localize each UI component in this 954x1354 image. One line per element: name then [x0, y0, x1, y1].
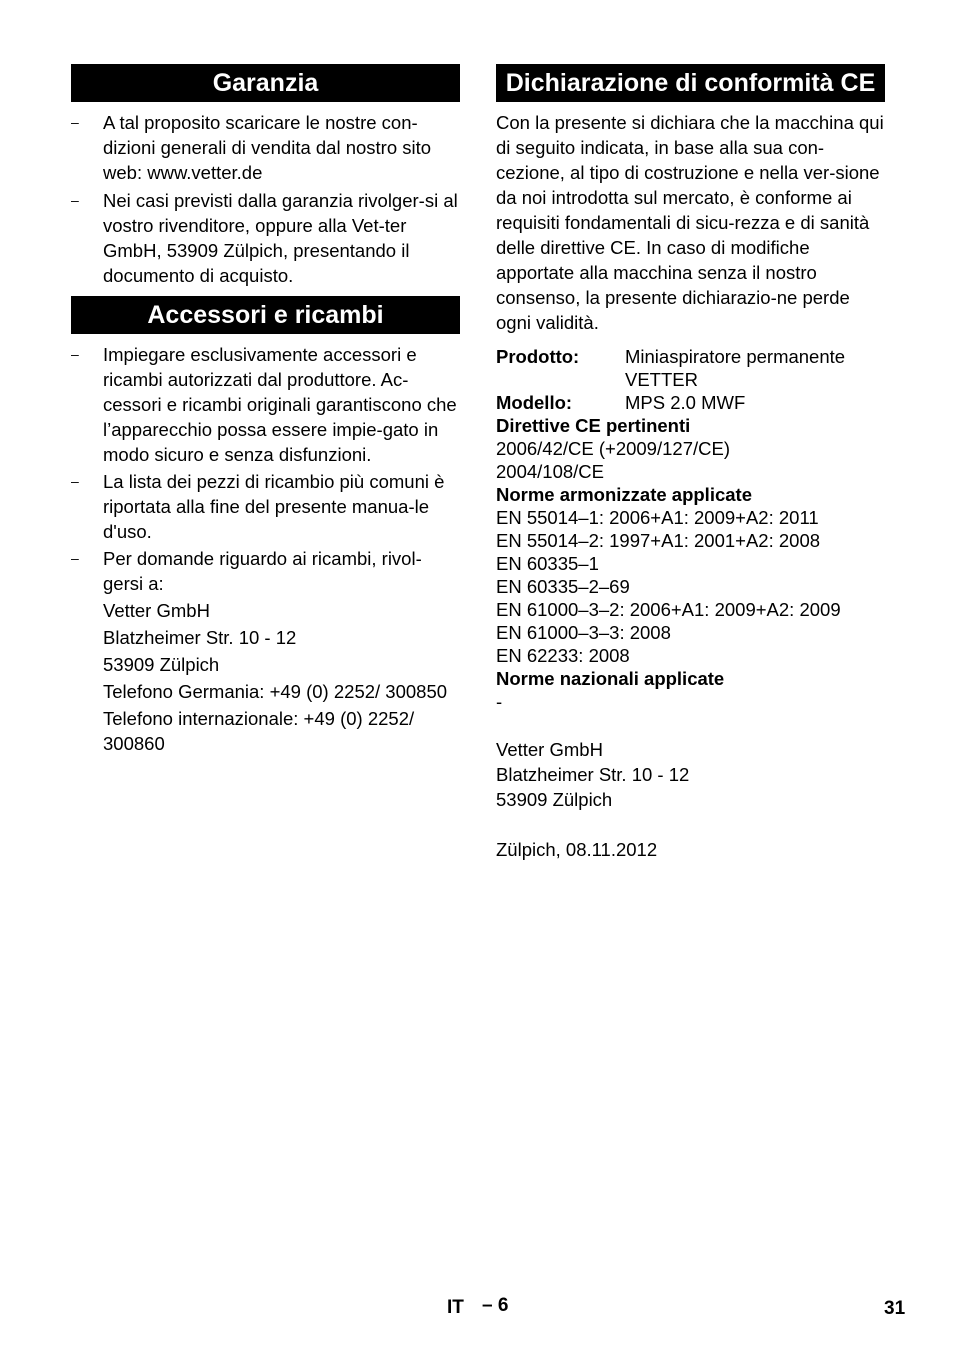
norm-item: EN 60335–2–69 [496, 576, 630, 597]
garanzia-heading: Garanzia [71, 64, 460, 102]
national-norms-label: Norme nazionali applicate [496, 668, 725, 689]
directives-label: Direttive CE pertinenti [496, 415, 691, 436]
footer-local-page: – 6 [482, 1295, 509, 1316]
page-number: 31 [884, 1298, 906, 1319]
accessori-list [71, 342, 460, 596]
norm-item: EN 60335–1 [496, 553, 599, 574]
place-date: Zülpich, 08.11.2012 [496, 839, 658, 860]
model-value: MPS 2.0 MWF [625, 392, 746, 413]
product-label: Prodotto: [496, 346, 580, 367]
list-item: – A tal proposito scaricare le nostre con-dizioni generali di vendita dal nostro sito web: www.vetter.de [71, 110, 460, 185]
list-item: – Nei casi previsti dalla garanzia rivolger-si al vostro rivenditore, oppure alla Vet-ter GmbH, 53909 Zülpich, presentando il documento di acquisto. [71, 188, 460, 288]
address-company: Vetter GmbH [103, 600, 210, 621]
contact-address [71, 598, 460, 756]
conformity-heading: Dichiarazione di conformità CE [496, 64, 885, 102]
directive-item: 2006/42/CE (+2009/127/CE) [496, 438, 730, 459]
address-street: Blatzheimer Str. 10 - 12 [103, 627, 297, 648]
phone-germany: Telefono Germania: +49 (0) 2252/ 300850 [103, 681, 448, 702]
right-column [496, 64, 885, 862]
national-norms-value: - [496, 691, 503, 712]
company-street: Blatzheimer Str. 10 - 12 [496, 764, 690, 785]
harmonized-norms-label: Norme armonizzate applicate [496, 484, 752, 505]
garanzia-list [71, 110, 460, 288]
list-item: – Impiegare esclusivamente accessori e ricambi autorizzati dal produttore. Ac-cessori e ricambi originali garantiscono che l’apparecchio possa essere impie-gato in modo sicuro e senza disfunzioni. [71, 342, 460, 467]
product-row [496, 345, 885, 391]
model-row [496, 391, 885, 414]
signatory-address [496, 737, 885, 812]
conformity-intro: Con la presente si dichiara che la macchina qui di seguito indicata, in base alla sua con-cezione, al tipo di costruzione e nella ver-sione da noi introdotta sul mercato, è conforme ai requisiti fondamentali di sicu-rezza e di sanità delle direttive CE. In caso di modifiche apportate alla macchina senza il nostro consenso, la presente dichiarazio-ne perde ogni validità. [496, 112, 884, 333]
product-value: Miniaspiratore permanente VETTER [625, 346, 846, 390]
phone-international: Telefono internazionale: +49 (0) 2252/ 300860 [103, 708, 415, 754]
footer-language: IT [447, 1297, 464, 1318]
norm-item: EN 62233: 2008 [496, 645, 630, 666]
norm-item: EN 61000–3–2: 2006+A1: 2009+A2: 2009 [496, 599, 841, 620]
norm-item: EN 55014–2: 1997+A1: 2001+A2: 2008 [496, 530, 821, 551]
list-item: – Per domande riguardo ai ricambi, rivol-gersi a: [71, 546, 460, 596]
company-city: 53909 Zülpich [496, 789, 613, 810]
norm-item: EN 55014–1: 2006+A1: 2009+A2: 2011 [496, 507, 819, 528]
accessori-heading: Accessori e ricambi [71, 296, 460, 334]
directive-item: 2004/108/CE [496, 461, 605, 482]
address-city: 53909 Zülpich [103, 654, 220, 675]
product-block [496, 345, 885, 713]
company-name: Vetter GmbH [496, 739, 603, 760]
model-label: Modello: [496, 392, 573, 413]
list-item: – La lista dei pezzi di ricambio più comuni è riportata alla fine del presente manua-le d'uso. [71, 469, 460, 544]
norm-item: EN 61000–3–3: 2008 [496, 622, 671, 643]
left-column [71, 64, 460, 756]
